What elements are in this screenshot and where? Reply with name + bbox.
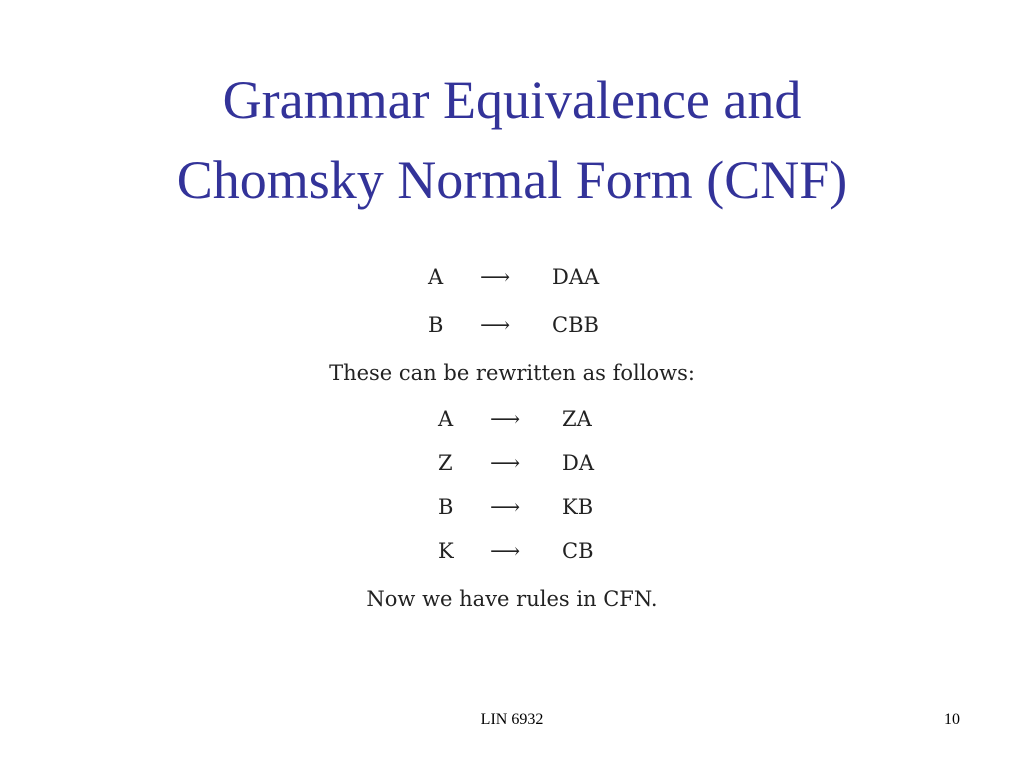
rule-arrow: ⟶: [490, 451, 518, 475]
rule-lhs: A: [428, 265, 444, 289]
middle-text: These can be rewritten as follows:: [329, 361, 695, 385]
slide-title: [0, 60, 1024, 220]
rule-rhs: DAA: [552, 265, 600, 289]
footer-page-number: 10: [944, 711, 960, 728]
footer-course: LIN 6932: [480, 711, 544, 728]
rule-arrow: ⟶: [480, 313, 508, 337]
rule-rhs: CBB: [552, 313, 599, 337]
rule-rhs: ZA: [562, 407, 592, 431]
rule-lhs: A: [438, 407, 454, 431]
slide-title-line-2: Chomsky Normal Form (CNF): [176, 150, 848, 210]
rule-lhs: B: [428, 313, 444, 337]
closing-text: Now we have rules in CFN.: [366, 587, 658, 611]
rule-arrow: ⟶: [490, 495, 518, 519]
rule-rhs: DA: [562, 451, 595, 475]
rule-arrow: ⟶: [490, 407, 518, 431]
rule-lhs: B: [438, 495, 454, 519]
slide-title-line-1: Grammar Equivalence and: [222, 70, 802, 130]
rule-arrow: ⟶: [480, 265, 508, 289]
rule-arrow: ⟶: [490, 539, 518, 563]
rule-lhs: K: [438, 539, 454, 563]
rule-rhs: KB: [562, 495, 594, 519]
rule-lhs: Z: [438, 451, 453, 475]
rule-rhs: CB: [562, 539, 594, 563]
